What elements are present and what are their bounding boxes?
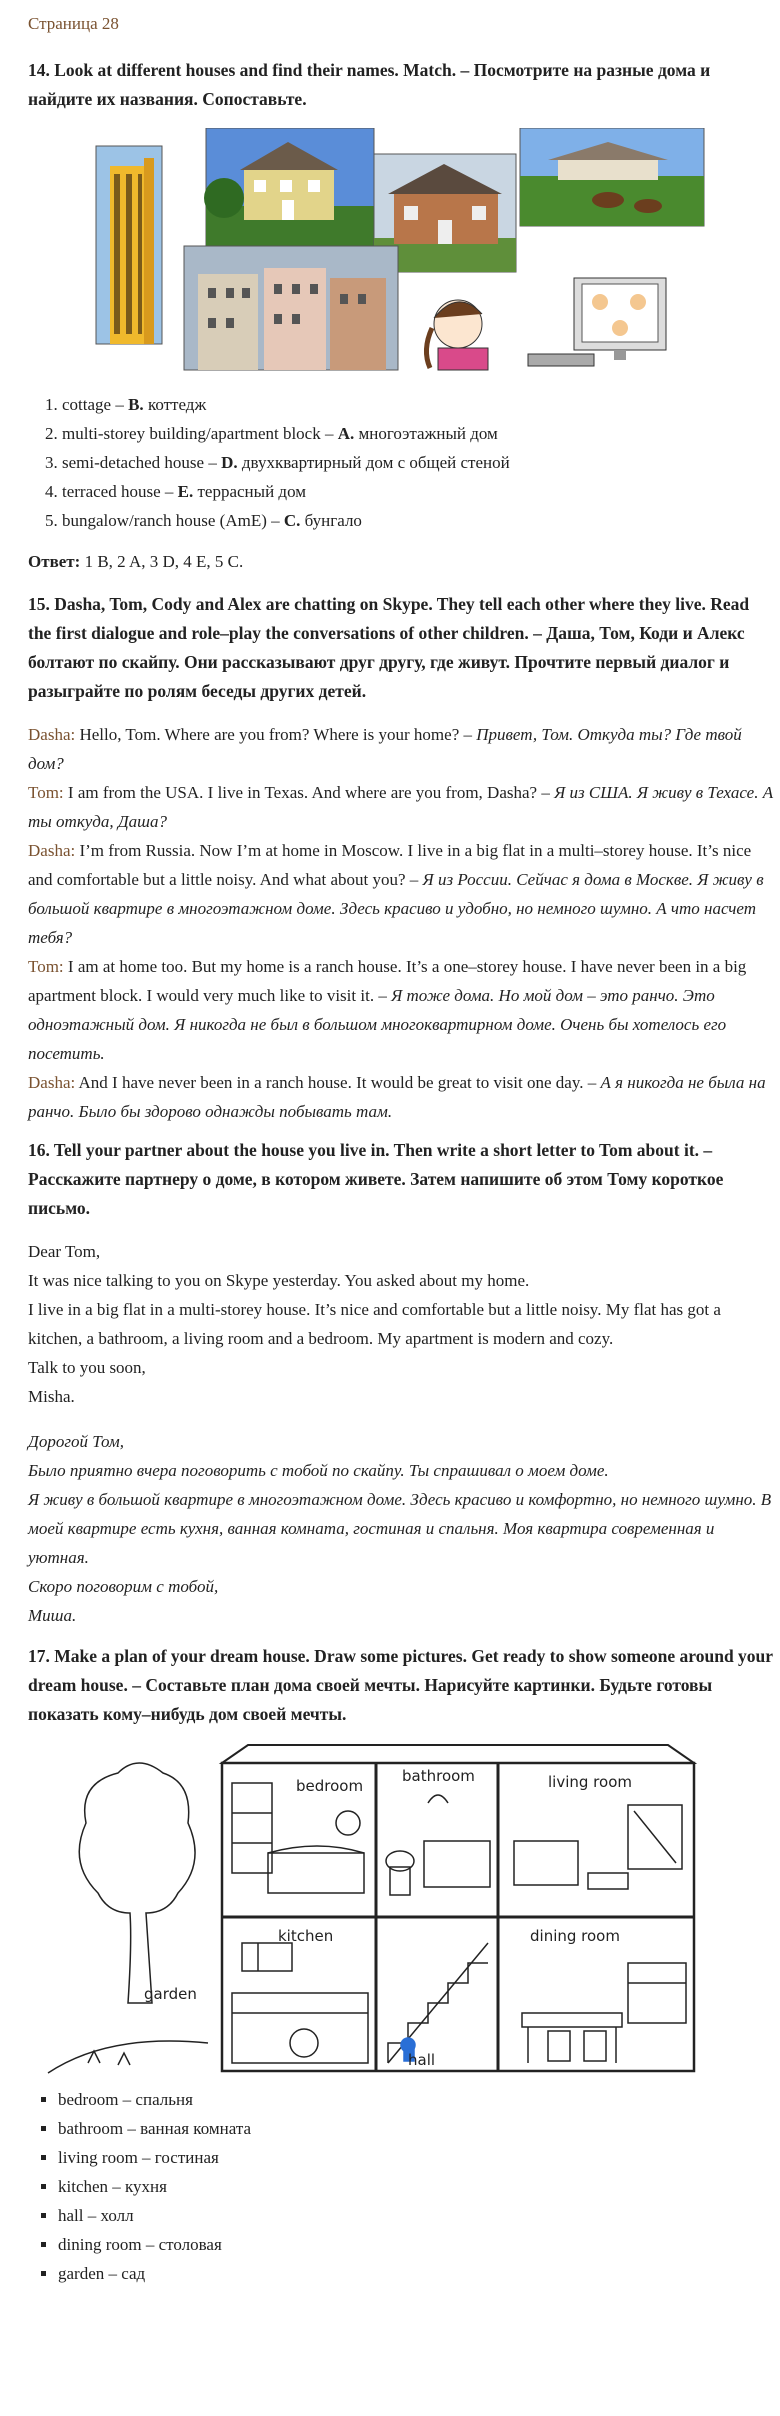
- list-item: 1. cottage – B. коттедж: [62, 390, 776, 419]
- list-item: ▪ dining room – столовая: [58, 2230, 776, 2259]
- list-item: ▪ bedroom – спальня: [58, 2085, 776, 2114]
- list-item: 2. multi-storey building/apartment block – A. многоэтажный дом: [62, 419, 776, 448]
- tower-block-photo: [96, 146, 162, 344]
- ranch-photo: [520, 128, 704, 226]
- dream-house-drawing: [28, 1743, 776, 2077]
- room-label-bathroom: bathroom: [402, 1767, 475, 1785]
- letter-line: Миша.: [28, 1606, 77, 1625]
- list-item: ▪ living room – гостиная: [58, 2143, 776, 2172]
- room-label-hall: hall: [408, 2051, 436, 2069]
- task-14-answer: [28, 547, 776, 576]
- room-label-bedroom: bedroom: [296, 1777, 364, 1795]
- letter-line: Misha.: [28, 1387, 75, 1406]
- terraced-photo: [184, 246, 398, 370]
- task-17-title: 17. Make a plan of your dream house. Draw some pictures. Get ready to show someone around your dream house. – Составьте план дома своей мечты. Нарисуйте картинки. Будьте готовы показать кому–нибудь дом своей мечты.: [28, 1646, 773, 1724]
- letter-line: Дорогой Том,: [28, 1432, 124, 1451]
- dialogue-line: Dasha: Hello, Tom. Where are you from? Where is your home? – Привет, Том. Откуда ты? Где твой дом?: [28, 725, 742, 773]
- houses-collage-image: [28, 128, 776, 376]
- list-item: ▪ kitchen – кухня: [58, 2172, 776, 2201]
- task-14-match-list: [28, 390, 776, 535]
- letter-line: Скоро поговорим с тобой,: [28, 1577, 219, 1596]
- task-15-title: 15. Dasha, Tom, Cody and Alex are chatting on Skype. They tell each other where they live. Read the first dialogue and role–play the conversations of other children. – Даша, Том, Коди и Алекс болтают по скайпу. Они рассказывают друг другу, где живут. Прочтите первый диалог и разыграйте по ролям беседы других детей.: [28, 594, 750, 701]
- task-17-vocab-list: [28, 2085, 776, 2288]
- tree-drawing: [48, 1763, 208, 2073]
- letter-line: It was nice talking to you on Skype yesterday. You asked about my home.: [28, 1271, 530, 1290]
- room-label-dining-room: dining room: [530, 1927, 620, 1945]
- letter-russian: [28, 1427, 776, 1630]
- task-15-dialogue: [28, 720, 776, 1126]
- houses-collage: [28, 128, 776, 376]
- list-item: 5. bungalow/ranch house (AmE) – C. бунгало: [62, 506, 776, 535]
- dialogue-line: Dasha: And I have never been in a ranch house. It would be great to visit one day. – А я никогда не была на ранчо. Было бы здорово однажды побывать там.: [28, 1073, 766, 1121]
- dialogue-line: Tom: I am from the USA. I live in Texas. And where are you from, Dasha? – Я из США. Я живу в Техасе. А ты откуда, Даша?: [28, 783, 774, 831]
- room-label-living-room: living room: [548, 1773, 632, 1791]
- letter-line: Talk to you soon,: [28, 1358, 146, 1377]
- room-label-garden: garden: [144, 1985, 197, 2003]
- dialogue-line: Tom: I am at home too. But my home is a ranch house. It’s a one–storey house. I have never been in a big apartment block. I would very much like to visit it. – Я тоже дома. Но мой дом – это ранчо. Это одноэтажный дом. Я никогда не был в большом многоквартирном доме. Очень бы хотелось его посетить.: [28, 957, 747, 1063]
- dialogue-line: Dasha: I’m from Russia. Now I’m at home in Moscow. I live in a big flat in a multi–storey house. It’s nice and comfortable but a little noisy. And what about you? – Я из России. Сейчас я дома в Москве. Я живу в большой квартире в многоэтажном доме. Здесь красиво и удобно, но немного шумно. А что насчет тебя?: [28, 841, 764, 947]
- dream-house-plan: [28, 1743, 776, 2077]
- list-item: 4. terraced house – E. террасный дом: [62, 477, 776, 506]
- list-item: ▪ bathroom – ванная комната: [58, 2114, 776, 2143]
- list-item: ▪ garden – сад: [58, 2259, 776, 2288]
- letter-line: I live in a big flat in a multi-storey house. It’s nice and comfortable but a little noisy. My flat has got a kitchen, a bathroom, a living room and a bedroom. My apartment is modern and cozy.: [28, 1300, 721, 1348]
- list-item: 3. semi-detached house – D. двухквартирный дом с общей стеной: [62, 448, 776, 477]
- room-label-kitchen: kitchen: [278, 1927, 334, 1945]
- page-content: [28, 0, 776, 2288]
- letter-english: [28, 1237, 776, 1411]
- cottage-photo: [204, 128, 374, 246]
- letter-line: Я живу в большой квартире в многоэтажном доме. Здесь красиво и комфортно, но немного шумно. В моей квартире есть кухня, ванная комната, гостиная и спальня. Моя квартира современная и уютная.: [28, 1490, 772, 1567]
- task-14-title: 14. Look at different houses and find their names. Match. – Посмотрите на разные дома и найдите их названия. Сопоставьте.: [28, 60, 711, 109]
- answer-label: Ответ:: [28, 552, 81, 571]
- task-16-title: 16. Tell your partner about the house you live in. Then write a short letter to Tom about it. – Расскажите партнеру о доме, в котором живете. Затем напишите об этом Тому короткое письмо.: [28, 1140, 724, 1218]
- girl-at-computer-drawing: [426, 278, 666, 370]
- answer-value: 1 B, 2 A, 3 D, 4 E, 5 C.: [80, 552, 244, 571]
- letter-line: Было приятно вчера поговорить с тобой по скайпу. Ты спрашивал о моем доме.: [28, 1461, 609, 1480]
- page-label: Страница 28: [28, 14, 119, 33]
- list-item: ▪ hall – холл: [58, 2201, 776, 2230]
- letter-line: Dear Tom,: [28, 1242, 101, 1261]
